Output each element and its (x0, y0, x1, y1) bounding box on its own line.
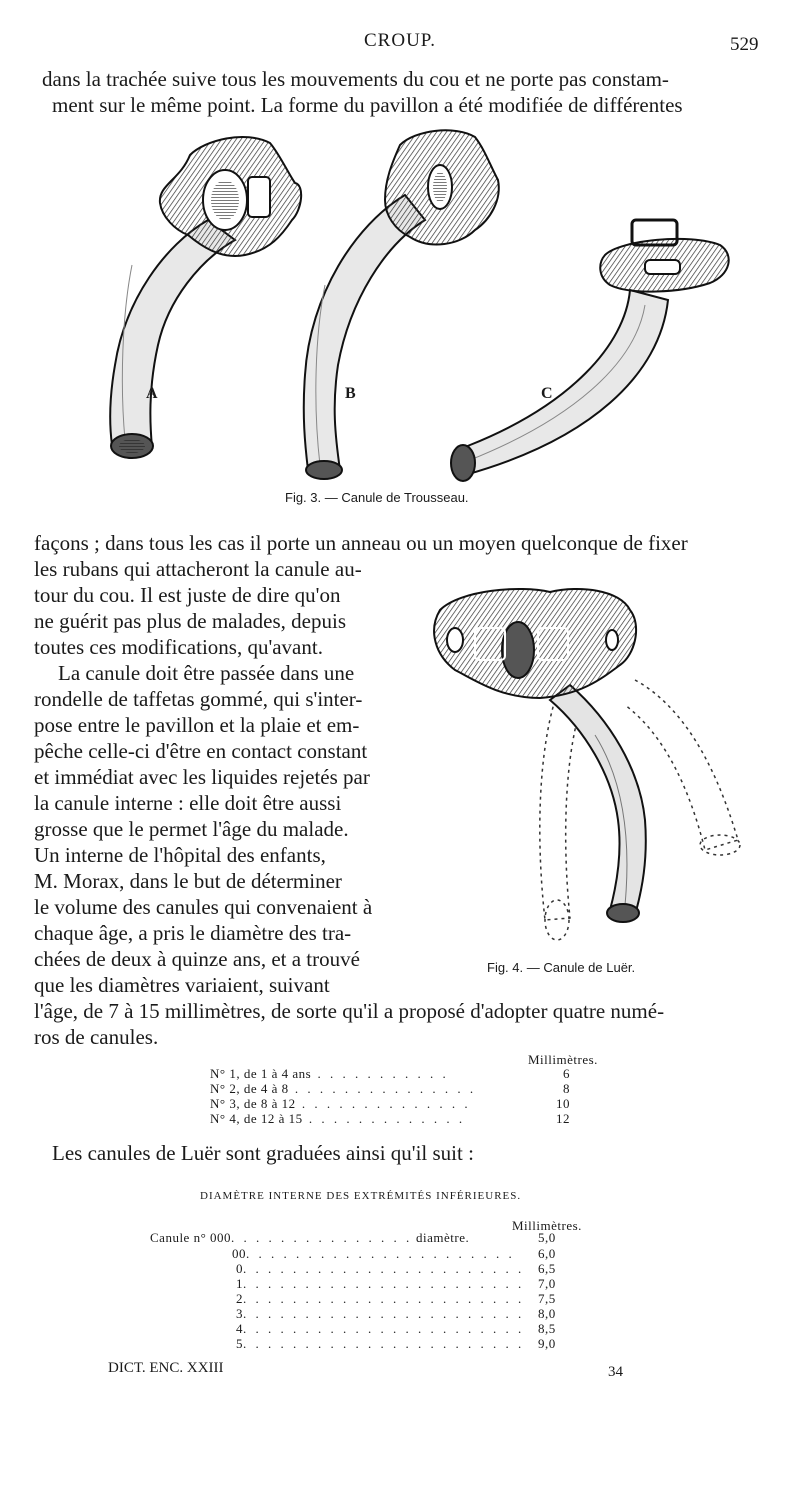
table1-unit-header: Millimètres. (528, 1052, 598, 1067)
figure-3-caption: Fig. 3. — Canule de Trousseau. (285, 490, 469, 505)
footer-volume: DICT. ENC. XXIII (108, 1360, 224, 1376)
body-line: le volume des canules qui convenaient à (34, 895, 373, 919)
body-line: rondelle de taffetas gommé, qui s'inter- (34, 687, 363, 711)
table-row-label: Canule n° 000 (150, 1230, 232, 1245)
footer-signature-number: 34 (608, 1364, 623, 1380)
body-line: Les canules de Luër sont graduées ainsi qu'il suit : (52, 1141, 474, 1165)
table-row-value: 9,0 (538, 1336, 556, 1351)
table-row-label: 0 (236, 1261, 243, 1276)
body-line: pêche celle-ci d'être en contact constant (34, 739, 368, 763)
cannula-c-drawing (451, 220, 729, 481)
body-line: dans la trachée suive tous les mouvements du cou et ne porte pas constam- (42, 67, 669, 91)
body-line: grosse que le permet l'âge du malade. (34, 817, 349, 841)
table-row-label: N° 4, de 12 à 15 (210, 1111, 303, 1126)
table-row-label: 1 (236, 1276, 243, 1291)
table-row (236, 1291, 524, 1307)
leader-dots: . . . . . . . . . . . . . . . (231, 1230, 413, 1245)
body-line: chaque âge, a pris le diamètre des tra- (34, 921, 352, 945)
table-row (210, 1111, 465, 1127)
leader-dots: . . . . . . . . . . . . . (302, 1111, 466, 1126)
leader-dots: . . . . . . . . . . . . . . . . . . . . . . . (243, 1336, 525, 1351)
body-line: ment sur le même point. La forme du pavillon a été modifiée de différentes (52, 93, 683, 117)
table-row-value: 7,0 (538, 1276, 556, 1291)
figure-luer-cannula (420, 570, 760, 950)
body-line: pose entre le pavillon et la plaie et em- (34, 713, 360, 737)
leader-dots: . . . . . . . . . . . . . . . . . . . . . . . (243, 1261, 525, 1276)
leader-dots: . . . . . . . . . . . . . . . . . . . . . . (246, 1246, 515, 1261)
body-line: ne guérit pas plus de malades, depuis (34, 609, 347, 633)
table-row (236, 1336, 524, 1352)
body-line: Un interne de l'hôpital des enfants, (34, 843, 326, 867)
leader-dots: . . . . . . . . . . . (311, 1066, 449, 1081)
table-row-label: 2 (236, 1291, 243, 1306)
table-row-label: 00 (232, 1246, 246, 1261)
body-line: toutes ces modifications, qu'avant. (34, 635, 323, 659)
table-row (210, 1066, 449, 1082)
table-row-value: 12 (556, 1111, 570, 1126)
body-line: façons ; dans tous les cas il porte un anneau ou un moyen quelconque de fixer (34, 531, 688, 555)
table-row-value: 5,0 (538, 1230, 556, 1245)
table-row-label: N° 3, de 8 à 12 (210, 1096, 296, 1111)
table-row-value: 8 (563, 1081, 570, 1096)
table-row (210, 1096, 471, 1112)
table-row (232, 1246, 515, 1262)
figure-trousseau-cannulas (70, 125, 750, 490)
body-line: La canule doit être passée dans une (58, 661, 355, 685)
body-line: que les diamètres variaient, suivant (34, 973, 330, 997)
body-line: la canule interne : elle doit être aussi (34, 791, 342, 815)
table-row-label: 3 (236, 1306, 243, 1321)
body-line: ros de canules. (34, 1025, 159, 1049)
table-row-value: 6 (563, 1066, 570, 1081)
table-row-value: 7,5 (538, 1291, 556, 1306)
table-row (236, 1321, 524, 1337)
table-row (150, 1230, 469, 1246)
body-line: tour du cou. Il est juste de dire qu'on (34, 583, 341, 607)
body-line: l'âge, de 7 à 15 millimètres, de sorte qu'il a proposé d'adopter quatre numé- (34, 999, 665, 1023)
leader-dots: . . . . . . . . . . . . . . (295, 1096, 471, 1111)
table-row-label: N° 2, de 4 à 8 (210, 1081, 289, 1096)
table-row-label: 4 (236, 1321, 243, 1336)
table-row (236, 1276, 524, 1292)
table-row-value: 10 (556, 1096, 570, 1111)
body-line: M. Morax, dans le but de déterminer (34, 869, 342, 893)
running-header: CROUP. (364, 30, 436, 51)
figure-label-c: C (541, 385, 553, 402)
figure-4-caption: Fig. 4. — Canule de Luër. (487, 960, 636, 975)
body-line: chées de deux à quinze ans, et a trouvé (34, 947, 360, 971)
page-number: 529 (730, 34, 759, 55)
table2-unit-header: Millimètres. (512, 1218, 582, 1233)
figure-label-a: A (146, 385, 158, 402)
table-row-value: 8,5 (538, 1321, 556, 1336)
table-row (236, 1261, 524, 1277)
table-row-label: N° 1, de 1 à 4 ans (210, 1066, 312, 1081)
table-row-suffix: diamètre. (416, 1230, 470, 1245)
table-row (236, 1306, 524, 1322)
body-line: et immédiat avec les liquides rejetés par (34, 765, 370, 789)
table-row-value: 6,5 (538, 1261, 556, 1276)
body-line: les rubans qui attacheront la canule au- (34, 557, 362, 581)
table-row-value: 6,0 (538, 1246, 556, 1261)
leader-dots: . . . . . . . . . . . . . . . . . . . . . . . (243, 1321, 525, 1336)
leader-dots: . . . . . . . . . . . . . . . . . . . . . . . (243, 1291, 525, 1306)
leader-dots: . . . . . . . . . . . . . . . (288, 1081, 477, 1096)
leader-dots: . . . . . . . . . . . . . . . . . . . . . . . (243, 1306, 525, 1321)
table-row-value: 8,0 (538, 1306, 556, 1321)
figure-label-b: B (345, 385, 356, 402)
table2-title: DIAMÈTRE INTERNE DES EXTRÉMITÉS INFÉRIEURES. (200, 1190, 522, 1202)
table-row (210, 1081, 476, 1097)
cannula-a-drawing (110, 137, 301, 458)
table-row-label: 5 (236, 1336, 243, 1351)
leader-dots: . . . . . . . . . . . . . . . . . . . . . . . (243, 1276, 525, 1291)
cannula-b-drawing (304, 130, 499, 479)
